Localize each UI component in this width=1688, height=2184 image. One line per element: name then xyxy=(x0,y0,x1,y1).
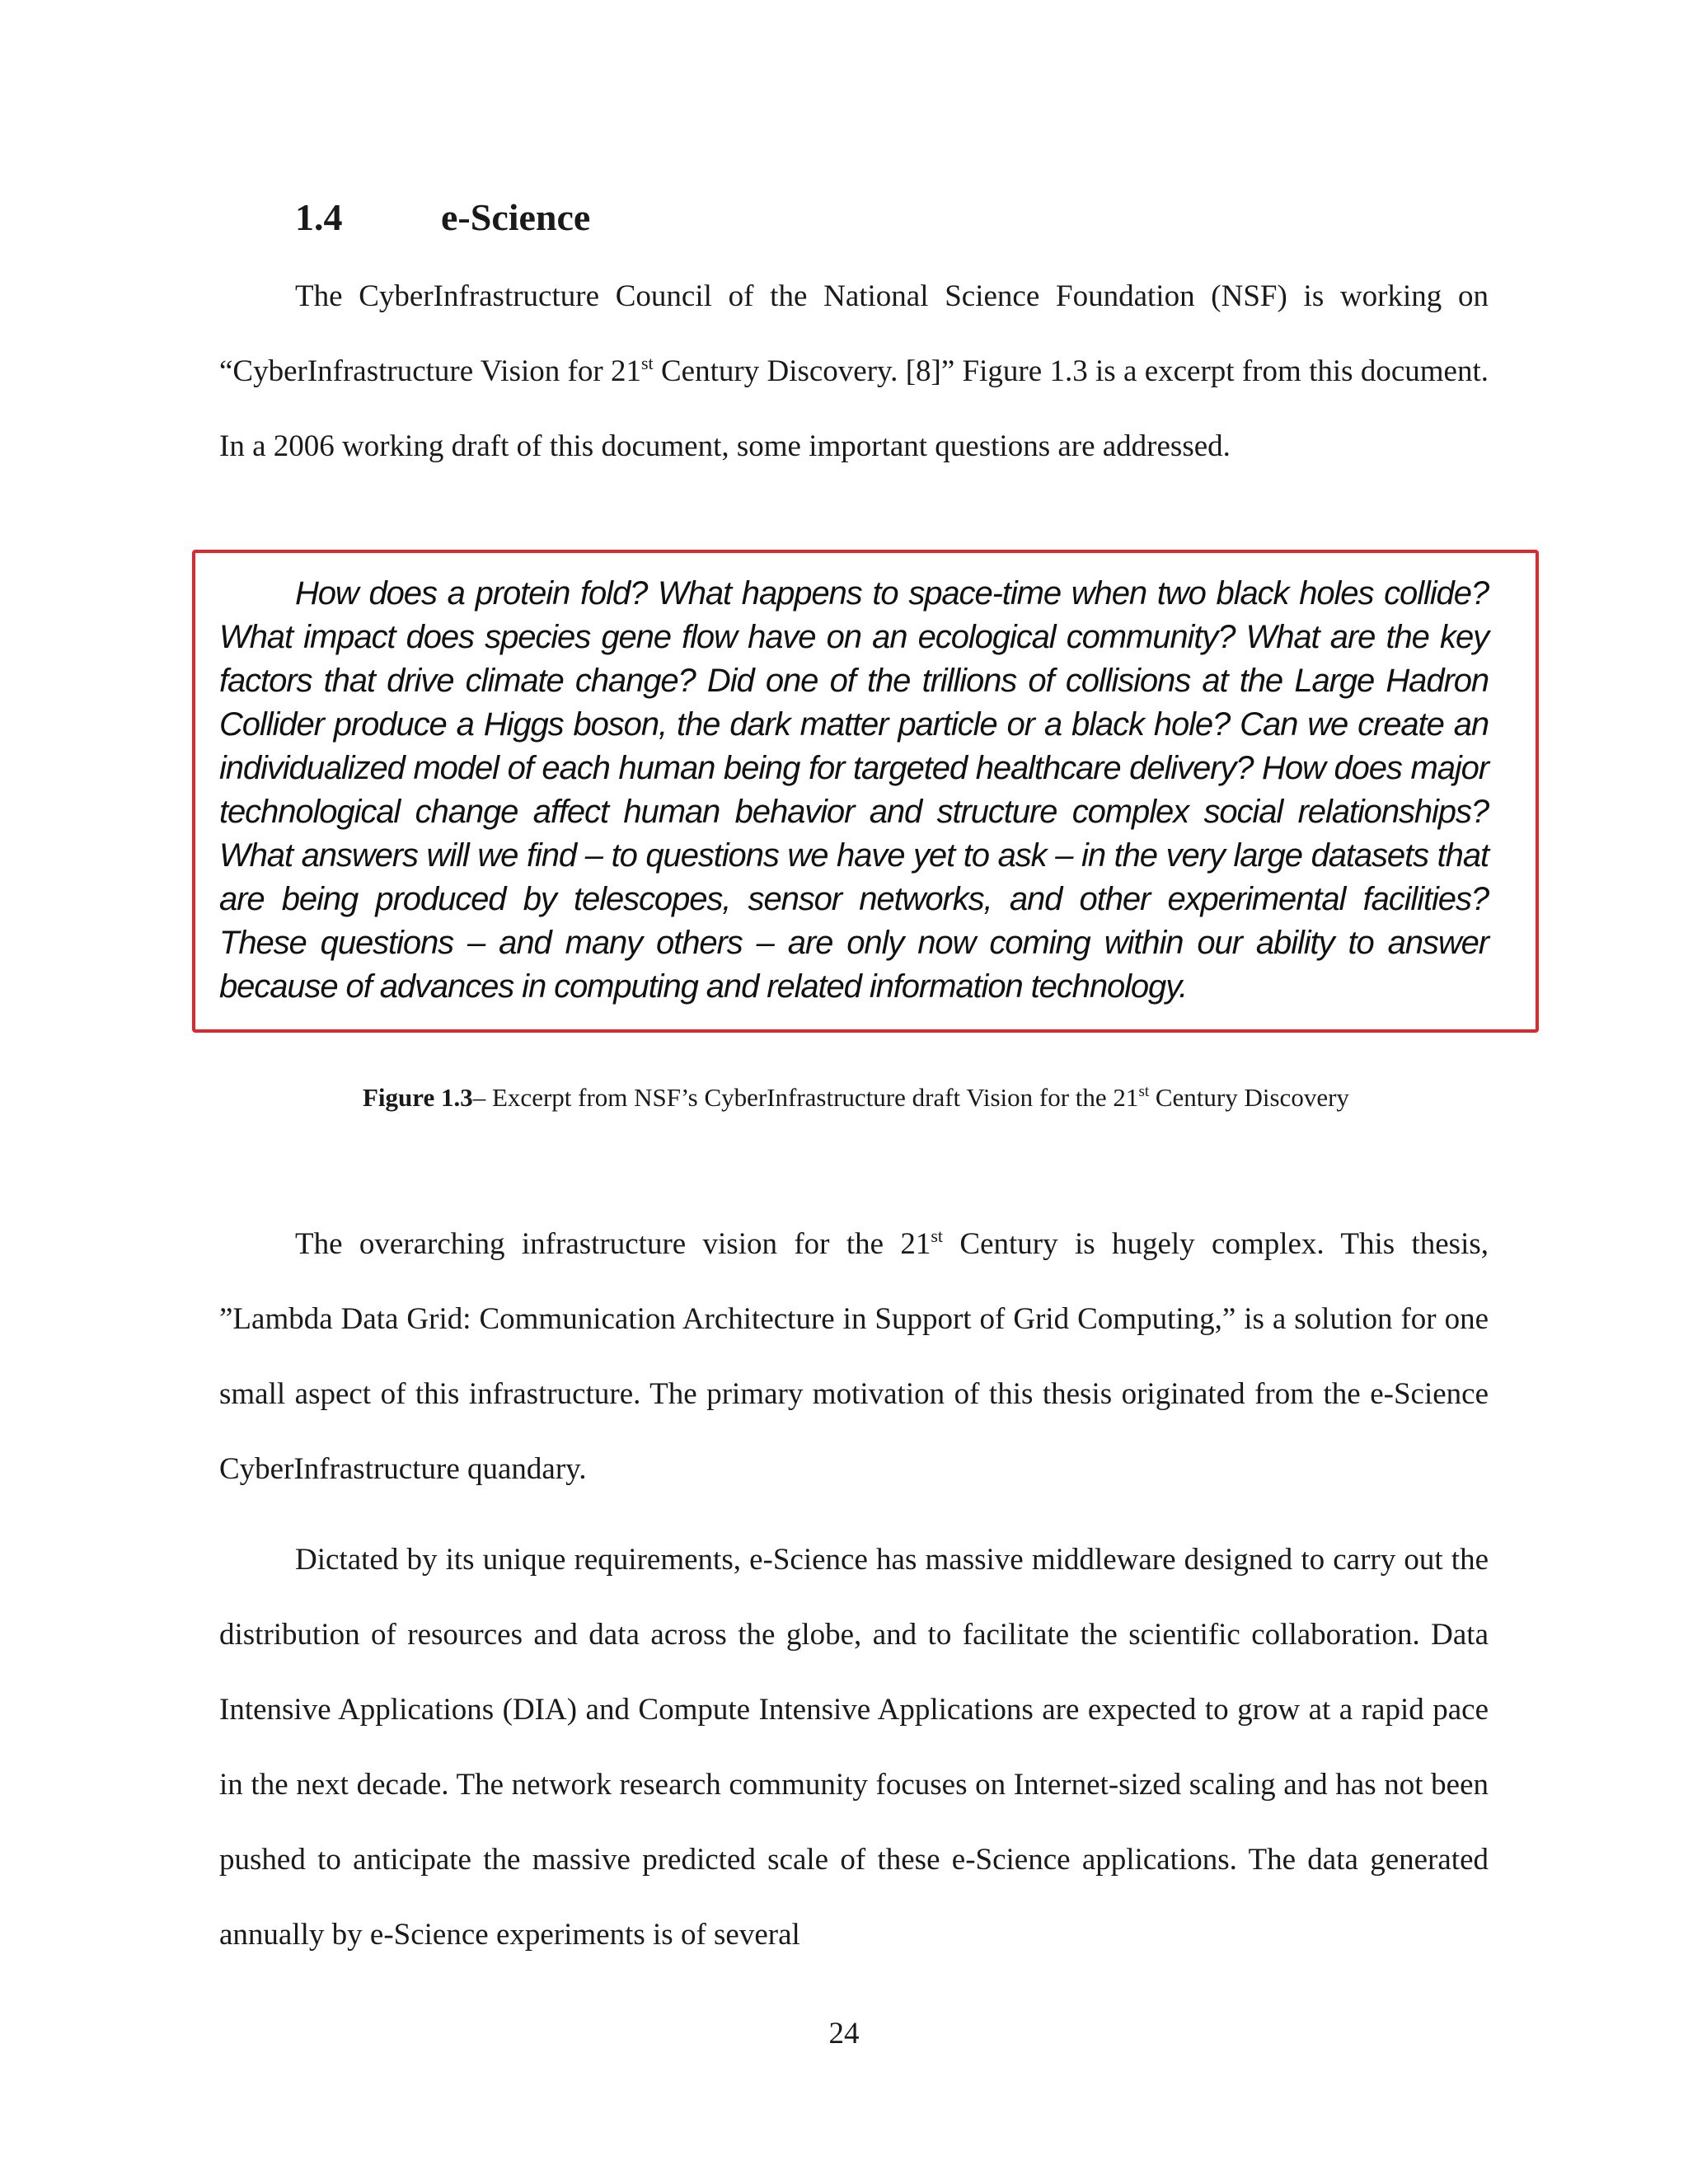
figure-caption-text: – Excerpt from NSF’s CyberInfrastructure draft Vision for the 21 xyxy=(472,1083,1139,1112)
section-title: e-Science xyxy=(441,196,591,238)
figure-caption-text-2: Century Discovery xyxy=(1149,1083,1349,1112)
paragraph-intro-text-1: The CyberInfrastructure Council of the National Science Foundation (NSF) is working on “CyberInfrastructure Vision for 21 xyxy=(219,279,1489,388)
figure-caption-superscript: st xyxy=(1138,1083,1150,1100)
page-number: 24 xyxy=(828,2017,860,2050)
paragraph-intro xyxy=(219,259,1489,484)
figure-label: Figure 1.3 xyxy=(363,1083,473,1112)
excerpt-text: How does a protein fold? What happens to space-time when two black holes collide? What impact does species gene flow have on an ecological community? What are the key factors that drive climate change? Did one of the trillions of collisions at the Large Hadron Collider produce a Higgs boson, the dark matter particle or a black hole? Can we create an individualized model of each human being for targeted healthcare delivery? How does major technological change affect human behavior and structure complex social relationships? What answers will we find – to questions we have yet to ask – in the very large datasets that are being produced by telescopes, sensor networks, and other experimental facilities? These questions – and many others – are only now coming within our ability to answer because of advances in computing and related information technology. xyxy=(219,575,1489,1005)
paragraph-vision-text-2: Century is hugely complex. This thesis, ”Lambda Data Grid: Communication Architecture in Support of Grid Computing,” is a solution for one small aspect of this infrastructure. The primary motivation of this thesis originated from the e-Science CyberInfrastructure quandary. xyxy=(219,1227,1489,1486)
section-heading xyxy=(295,193,590,242)
section-number: 1.4 xyxy=(295,196,343,238)
superscript-st: st xyxy=(641,353,654,373)
paragraph-intro-text-2: Century Discovery. [8]” Figure 1.3 is a excerpt from this document. In a 2006 working draft of this document, some important questions are addressed. xyxy=(219,354,1489,463)
paragraph-requirements: Dictated by its unique requirements, e-Science has massive middleware designed to carry out the distribution of resources and data across the globe, and to facilitate the scientific collaboration. Data Intensive Applications (DIA) and Compute Intensive Applications are expected to grow at a rapid pace in the next decade. The network research community focuses on Internet-sized scaling and has not been pushed to anticipate the massive predicted scale of these e-Science applications. The data generated annually by e-Science experiments is of several xyxy=(219,1543,1489,1952)
figure-caption xyxy=(363,1081,1349,1114)
paragraph-vision xyxy=(219,1207,1489,1507)
paragraph-vision-text-1: The overarching infrastructure vision for the 21 xyxy=(295,1227,931,1261)
superscript-st: st xyxy=(931,1226,944,1246)
